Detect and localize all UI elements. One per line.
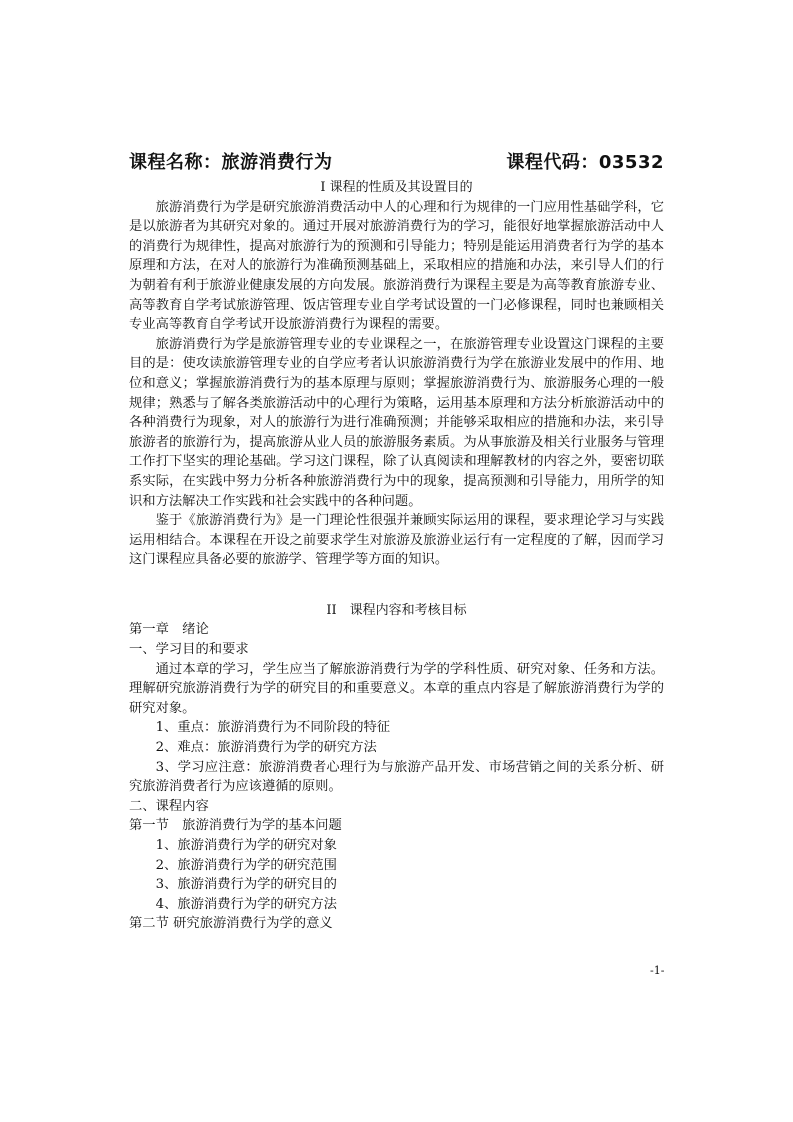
list-item: 1、旅游消费行为学的研究对象 — [155, 838, 337, 853]
document-page — [129, 150, 664, 934]
page-number: -1- — [650, 964, 665, 977]
list-item-notes: 3、学习应注意：旅游消费者心理行为与旅游产品开发、市场营销之间的关系分析、研究旅游消费者行为应该遵循的原则。 — [129, 759, 664, 795]
subheading-learning-goals: 一、学习目的和要求 — [129, 642, 249, 658]
section-one-heading: 第一节 旅游消费行为学的基本问题 — [129, 818, 342, 834]
paragraph: 鉴于《旅游消费行为》是一门理论性很强并兼顾实际运用的课程，要求理论学习与实践运用相结合。本课程在开设之前要求学生对旅游及旅游业运行有一定程度的了解，因而学习这门课程应具备必要的旅游学、管理学等方面的知识。 — [129, 513, 664, 568]
section-title-nature-purpose: I 课程的性质及其设置目的 — [320, 180, 473, 195]
course-code: 课程代码：03532 — [506, 152, 664, 173]
paragraph: 旅游消费行为学是研究旅游消费活动中人的心理和行为规律的一门应用性基础学科，它是以旅游者为其研究对象的。通过开展对旅游消费行为的学习，能很好地掌握旅游活动中人的消费行为规律性，提高对旅游行为的预测和引导能力；特别是能运用消费者行为学的基本原理和方法，在对人的旅游行为准确预测基础上，采取相应的措施和办法，来引导人们的行为朝着有利于旅游业健康发展的方向发展。旅游消费行为课程主要是为高等教育旅游专业、高等教育自学考试旅游管理、饭店管理专业自学考试设置的一门必修课程，同时也兼顾相关专业高等教育自学考试开设旅游消费行为课程的需要。 — [129, 199, 664, 333]
section-title-content-objectives: II 课程内容和考核目标 — [326, 602, 467, 618]
spacer — [129, 570, 664, 599]
chapter-heading: 第一章 绪论 — [129, 622, 209, 638]
subheading-course-content: 二、课程内容 — [129, 798, 209, 814]
paragraph: 旅游消费行为学是旅游管理专业的专业课程之一，在旅游管理专业设置这门课程的主要目的是：使攻读旅游管理专业的自学应考者认识旅游消费行为学在旅游业发展中的作用、地位和意义；掌握旅游消费行为的基本原理与原则；掌握旅游消费行为、旅游服务心理的一般规律；熟悉与了解各类旅游活动中的心理行为策略，运用基本原理和方法分析旅游活动中的各种消费行为现象，对人的旅游行为进行准确预测；并能够采取相应的措施和办法，来引导旅游者的旅游行为，提高旅游从业人员的旅游服务素质。为从事旅游及相关行业服务与管理工作打下坚实的理论基础。学习这门课程，除了认真阅读和理解教材的内容之外，要密切联系实际，在实践中努力分析各种旅游消费行为中的现象，提高预测和引导能力，用所学的知识和方法解决工作实践和社会实践中的各种问题。 — [129, 336, 664, 509]
list-item: 2、旅游消费行为学的研究范围 — [155, 857, 337, 873]
list-item-key-point: 1、重点：旅游消费行为不同阶段的特征 — [155, 720, 391, 736]
course-name: 课程名称：旅游消费行为 — [129, 152, 333, 173]
list-item-difficulty: 2、难点：旅游消费行为学的研究方法 — [155, 740, 377, 756]
list-item: 3、旅游消费行为学的研究目的 — [155, 877, 337, 893]
course-title-row — [129, 150, 664, 176]
paragraph: 通过本章的学习，学生应当了解旅游消费行为学的学科性质、研究对象、任务和方法。理解研究旅游消费行为学的研究目的和重要意义。本章的重点内容是了解旅游消费行为学的研究对象。 — [129, 661, 664, 716]
list-item: 4、旅游消费行为学的研究方法 — [155, 896, 337, 912]
section-two-heading: 第二节 研究旅游消费行为学的意义 — [129, 916, 333, 932]
